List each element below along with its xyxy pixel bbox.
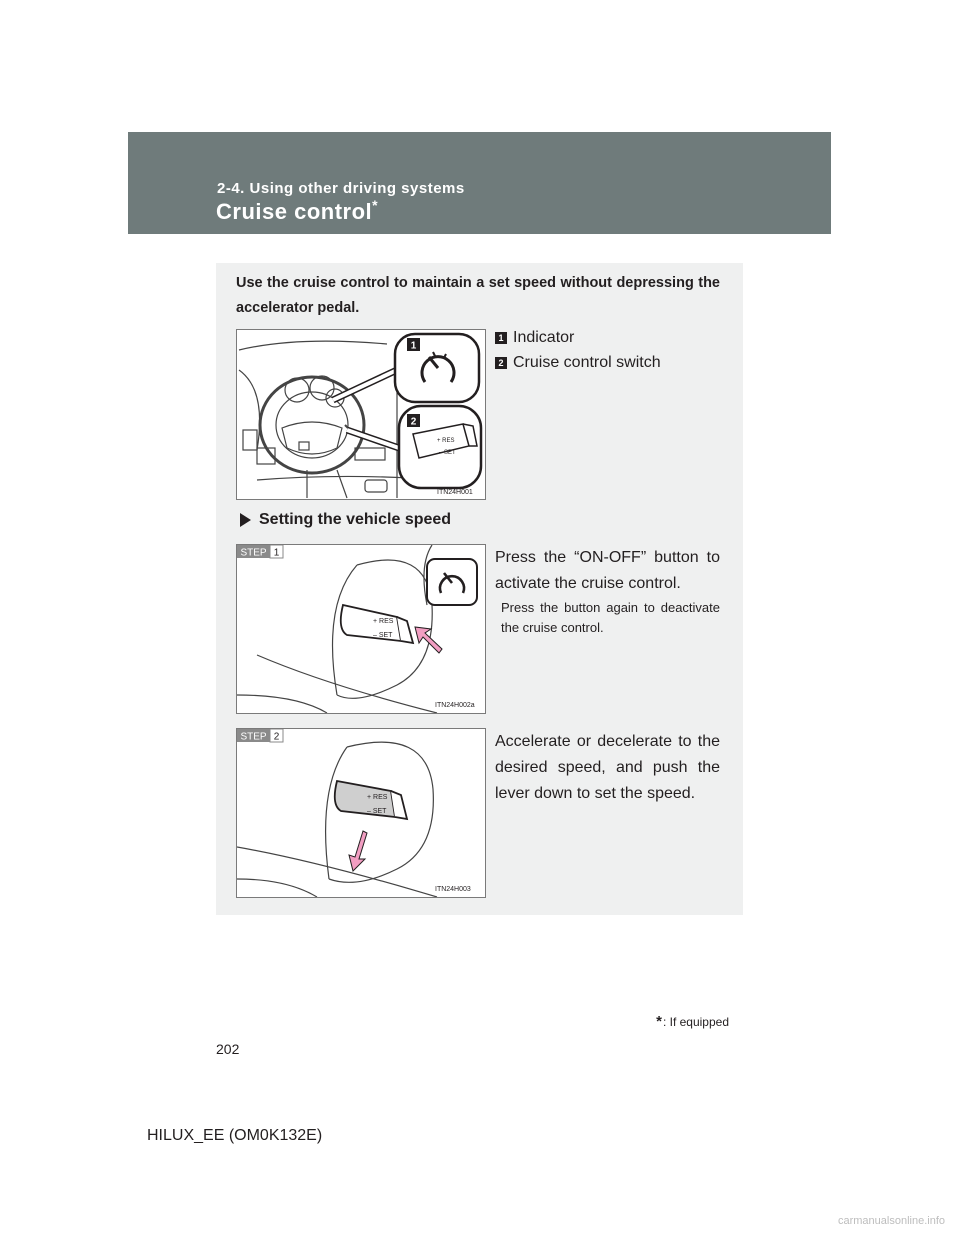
callout-1: 1 <box>410 340 417 352</box>
figure-step-2 <box>236 728 486 898</box>
push-arrow-icon <box>415 627 442 653</box>
section-title: 2-4. Using other driving systems <box>217 180 465 197</box>
footnote <box>656 1013 729 1030</box>
dashboard-illustration <box>237 330 485 499</box>
legend-number-box: 1 <box>495 332 507 344</box>
legend-number-box: 2 <box>495 357 507 369</box>
intro-text: Use the cruise control to maintain a set speed without depressing the accelerator pedal. <box>236 275 720 316</box>
legend-label: Cruise control switch <box>513 354 661 371</box>
page-title <box>216 199 378 225</box>
legend-label: Indicator <box>513 329 575 346</box>
step-1-text: Press the “ON-OFF” button to activate the cruise control. <box>495 549 720 592</box>
cruise-lever-icon <box>341 605 413 643</box>
svg-text:+ RES: + RES <box>367 794 388 801</box>
figure-dashboard <box>236 329 486 500</box>
figure-code: ITN24H003 <box>435 886 471 893</box>
svg-text:– SET: – SET <box>439 450 456 456</box>
legend-item-indicator <box>495 329 574 347</box>
step-label: STEP <box>240 547 267 559</box>
step-number: 2 <box>273 731 280 743</box>
triangle-bullet-icon <box>240 513 251 527</box>
footnote-mark: * <box>656 1013 662 1030</box>
footnote-text: : If equipped <box>662 1014 729 1029</box>
manual-code: HILUX_EE (OM0K132E) <box>147 1127 323 1144</box>
callout-2: 2 <box>410 416 417 428</box>
figure-step-1 <box>236 544 486 714</box>
subheading <box>240 511 451 529</box>
step-1-note: Press the button again to deactivate the cruise control. <box>501 600 720 635</box>
subheading-text: Setting the vehicle speed <box>259 511 452 528</box>
if-equipped-mark: * <box>372 197 379 213</box>
svg-text:+ RES: + RES <box>373 618 394 625</box>
step-2-illustration <box>237 729 485 897</box>
svg-text:+ RES: + RES <box>437 438 455 444</box>
cruise-lever-icon <box>335 781 407 819</box>
step-number: 1 <box>273 547 280 559</box>
content-panel <box>216 263 743 915</box>
svg-text:– SET: – SET <box>373 632 393 639</box>
figure-code: ITN24H002a <box>435 702 475 709</box>
svg-text:– SET: – SET <box>367 808 387 815</box>
page-title-text: Cruise control <box>216 199 373 224</box>
page-number: 202 <box>216 1041 240 1057</box>
step-1-illustration <box>237 545 485 713</box>
step-label: STEP <box>240 731 267 743</box>
step-2-text: Accelerate or decelerate to the desired speed, and push the lever down to set the speed. <box>495 733 720 802</box>
watermark: carmanualsonline.info <box>837 1215 945 1227</box>
push-down-arrow-icon <box>349 831 367 871</box>
figure-code: ITN24H001 <box>437 489 473 496</box>
chapter-header <box>128 132 831 234</box>
legend-item-switch <box>495 354 661 372</box>
